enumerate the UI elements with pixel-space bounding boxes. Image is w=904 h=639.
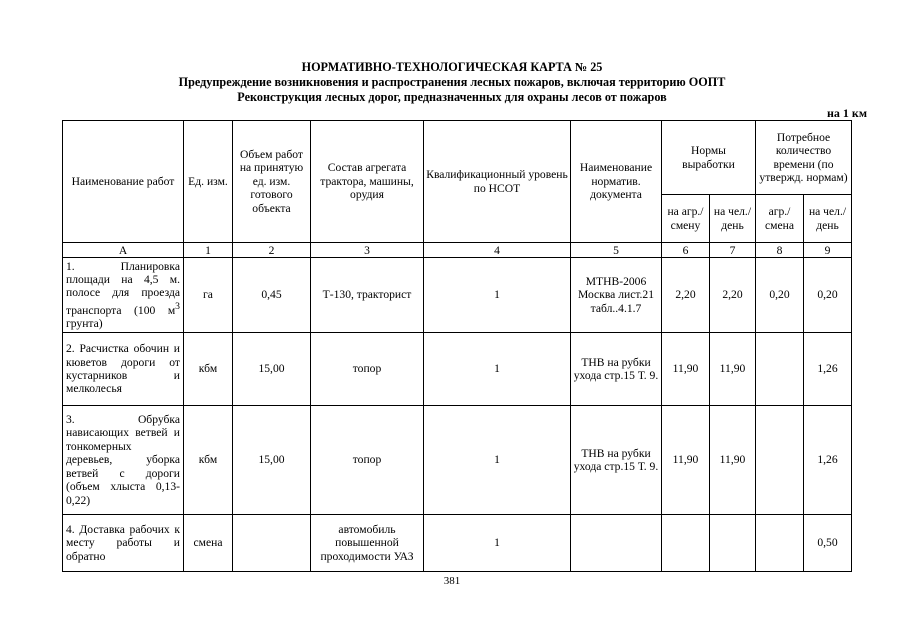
- time-per-shift-cell: [756, 515, 804, 572]
- aggregate-cell: топор: [311, 333, 424, 406]
- output-per-shift-cell: 2,20: [662, 258, 710, 333]
- time-per-day-cell: 1,26: [804, 406, 852, 515]
- table-row: [63, 515, 852, 572]
- column-number: 3: [311, 243, 424, 258]
- header-output-per-shift: на агр./ смену: [662, 195, 710, 243]
- output-per-shift-cell: 11,90: [662, 333, 710, 406]
- table-row: [63, 333, 852, 406]
- work-name: 3. Обрубка нависающих ветвей и тонкомерных деревьев, уборка ветвей с дороги (объем хлыста 0,13-0,22): [63, 406, 184, 515]
- volume-cell: 15,00: [233, 406, 311, 515]
- volume-cell: [233, 515, 311, 572]
- work-name: [63, 258, 184, 333]
- unit-cell: кбм: [184, 406, 233, 515]
- norm-document-cell: МТНВ-2006 Москва лист.21 табл..4.1.7: [571, 258, 662, 333]
- column-number: 7: [710, 243, 756, 258]
- header-time-per-day: на чел./ день: [804, 195, 852, 243]
- volume-cell: 15,00: [233, 333, 311, 406]
- unit-cell: смена: [184, 515, 233, 572]
- work-name-superscript: 3: [175, 300, 180, 312]
- column-number: 5: [571, 243, 662, 258]
- column-number: 4: [424, 243, 571, 258]
- work-name-text-end: грунта): [66, 317, 103, 331]
- output-per-shift-cell: [662, 515, 710, 572]
- column-number: 8: [756, 243, 804, 258]
- output-per-day-cell: 2,20: [710, 258, 756, 333]
- header-output-per-day: на чел./ день: [710, 195, 756, 243]
- time-per-shift-cell: [756, 406, 804, 515]
- document-header: [0, 60, 904, 105]
- aggregate-cell: Т-130, тракторист: [311, 258, 424, 333]
- column-number: 1: [184, 243, 233, 258]
- norm-document-cell: ТНВ на рубки ухода стр.15 Т. 9.: [571, 406, 662, 515]
- aggregate-cell: автомобиль повышенной проходимости УАЗ: [311, 515, 424, 572]
- header-qualification: Квалификационный уровень по НСОТ: [424, 121, 571, 243]
- output-per-shift-cell: 11,90: [662, 406, 710, 515]
- time-per-shift-cell: [756, 333, 804, 406]
- header-norm-document: Наименование норматив. документа: [571, 121, 662, 243]
- unit-note: на 1 км: [826, 106, 867, 120]
- card-title: НОРМАТИВНО-ТЕХНОЛОГИЧЕСКАЯ КАРТА № 25: [301, 60, 603, 74]
- qualification-cell: 1: [424, 258, 571, 333]
- header-output-norms: Нормы выработки: [662, 121, 756, 195]
- header-name: Наименование работ: [63, 121, 184, 243]
- card-work-type: Реконструкция лесных дорог, предназначенных для охраны лесов от пожаров: [237, 90, 667, 104]
- column-number: 9: [804, 243, 852, 258]
- output-per-day-cell: 11,90: [710, 333, 756, 406]
- header-time-per-shift: агр./ смена: [756, 195, 804, 243]
- header-aggregate: Состав агрегата трактора, машины, орудия: [311, 121, 424, 243]
- header-row: [63, 121, 852, 195]
- column-number-row: [63, 243, 852, 258]
- time-per-day-cell: 1,26: [804, 333, 852, 406]
- header-time-required: Потребное количество времени (по утвержд. нормам): [756, 121, 852, 195]
- qualification-cell: 1: [424, 515, 571, 572]
- time-per-day-cell: 0,20: [804, 258, 852, 333]
- table-row: [63, 406, 852, 515]
- work-name: 2. Расчистка обочин и кюветов дороги от кустарников и мелколесья: [63, 333, 184, 406]
- unit-cell: кбм: [184, 333, 233, 406]
- unit-cell: га: [184, 258, 233, 333]
- column-number: 2: [233, 243, 311, 258]
- time-per-day-cell: 0,50: [804, 515, 852, 572]
- output-per-day-cell: 11,90: [710, 406, 756, 515]
- qualification-cell: 1: [424, 406, 571, 515]
- column-number: 6: [662, 243, 710, 258]
- norm-document-cell: [571, 515, 662, 572]
- norm-document-cell: ТНВ на рубки ухода стр.15 Т. 9.: [571, 333, 662, 406]
- header-volume: Объем работ на принятую ед. изм. готового объекта: [233, 121, 311, 243]
- work-name-text: 1. Планировка площади на 4,5 м. полосе для проезда транспорта (100 м: [66, 259, 180, 317]
- volume-cell: 0,45: [233, 258, 311, 333]
- column-number: А: [63, 243, 184, 258]
- qualification-cell: 1: [424, 333, 571, 406]
- work-name: 4. Доставка рабочих к месту работы и обратно: [63, 515, 184, 572]
- time-per-shift-cell: 0,20: [756, 258, 804, 333]
- norm-table: [62, 120, 852, 572]
- output-per-day-cell: [710, 515, 756, 572]
- header-unit: Ед. изм.: [184, 121, 233, 243]
- page-number: 381: [443, 575, 461, 587]
- table-row: [63, 258, 852, 333]
- card-subtitle: Предупреждение возникновения и распространения лесных пожаров, включая территорию ООПТ: [178, 75, 726, 89]
- aggregate-cell: топор: [311, 406, 424, 515]
